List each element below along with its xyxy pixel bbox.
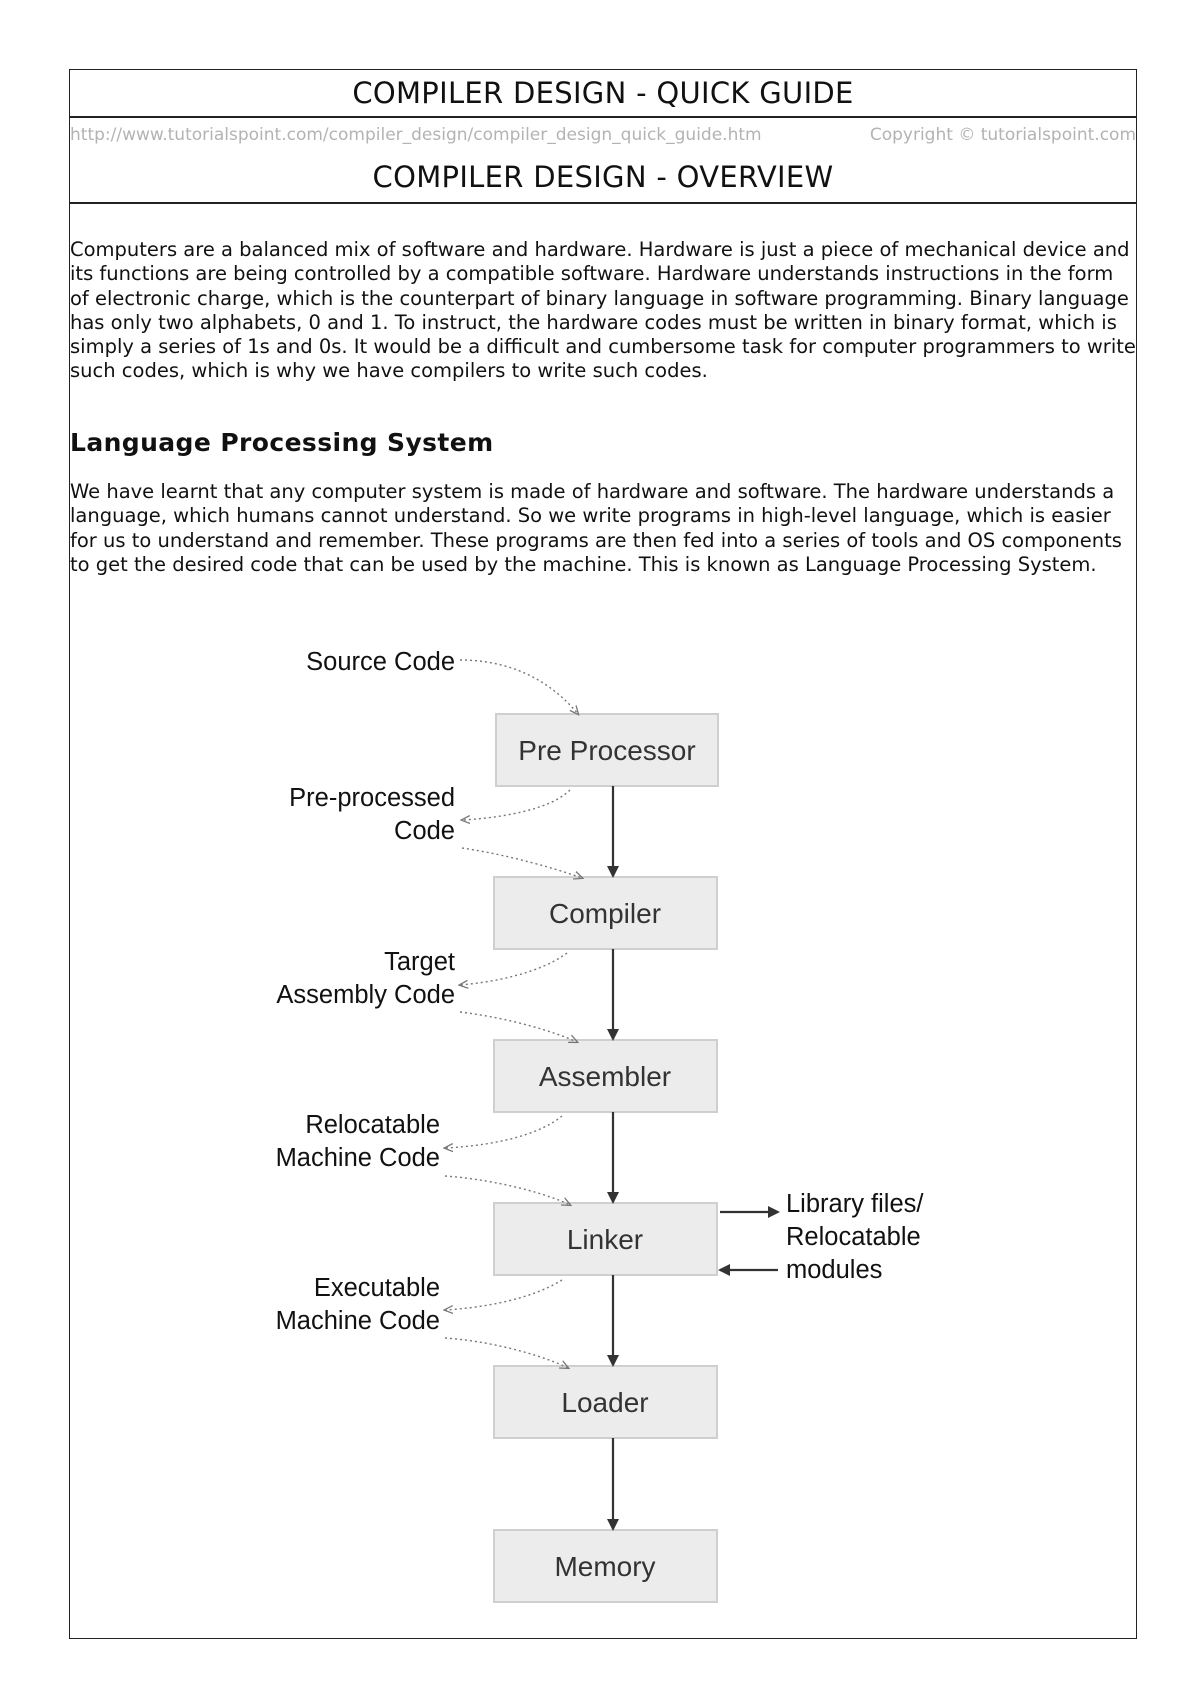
source-code-label: Source Code	[306, 648, 455, 676]
relocatable-label-line1: Relocatable	[305, 1111, 440, 1139]
relocatable-label-line2: Machine Code	[275, 1144, 440, 1172]
stage-label: Assembler	[538, 1061, 672, 1092]
stage-label: Linker	[566, 1224, 644, 1255]
dotted-arrow	[445, 1280, 562, 1310]
intro-paragraph: Computers are a balanced mix of software and hardware. Hardware is just a piece of mechanical device and its functions are being controlled by a compatible software. Hardware understands instructions in the form of electronic charge, which is the counterpart of binary language in software programming. Binary language has only two alphabets, 0 and 1. To instruct, the hardware codes must be written in binary format, which is simply a series of 1s and 0s. It would be a difficult and cumbersome task for computer programmers to write such codes, which is why we have compilers to write such codes.	[70, 238, 1136, 383]
stage-label: Pre Processor	[518, 735, 696, 766]
stage-pre-processor	[496, 714, 718, 786]
page-title: COMPILER DESIGN - QUICK GUIDE	[70, 70, 1136, 118]
library-label-line3: modules	[786, 1256, 883, 1284]
lps-paragraph: We have learnt that any computer system is made of hardware and software. The hardware understands a language, which humans cannot understand. So we write programs in high-level language, which is easier for us to understand and remember. These programs are then fed into a series of tools and OS components to get the desired code that can be used by the machine. This is known as Language Processing System.	[70, 480, 1122, 576]
dotted-arrow	[460, 953, 567, 985]
dotted-arrow	[445, 1176, 570, 1205]
dotted-arrow	[462, 848, 582, 878]
preprocessed-label-line1: Pre-processed	[289, 784, 455, 812]
executable-label-line1: Executable	[313, 1274, 440, 1302]
page-frame	[69, 69, 1137, 1639]
stage-compiler	[494, 877, 717, 949]
dotted-arrow	[445, 1116, 562, 1148]
dotted-arrow	[462, 790, 570, 820]
stage-loader	[494, 1366, 717, 1438]
target-label-line2: Assembly Code	[276, 981, 455, 1009]
language-processing-diagram	[70, 70, 1138, 1640]
executable-label-line2: Machine Code	[275, 1307, 440, 1335]
section-title: COMPILER DESIGN - OVERVIEW	[70, 152, 1136, 204]
dotted-arrow	[445, 1338, 568, 1368]
stage-memory	[494, 1530, 717, 1602]
copyright-notice: Copyright © tutorialspoint.com	[869, 125, 1136, 145]
dotted-arrow	[460, 660, 578, 714]
target-label-line1: Target	[384, 948, 455, 976]
stage-linker	[494, 1203, 717, 1275]
source-url[interactable]: http://www.tutorialspoint.com/compiler_design/compiler_design_quick_guide.htm	[70, 125, 762, 145]
preprocessed-label-line2: Code	[394, 817, 455, 845]
stage-label: Loader	[561, 1387, 649, 1418]
library-label-line1: Library files/	[786, 1190, 924, 1218]
stage-label: Compiler	[548, 898, 662, 929]
lps-heading: Language Processing System	[70, 428, 494, 457]
dotted-arrow	[460, 1012, 577, 1042]
stage-label: Memory	[554, 1551, 656, 1582]
stage-assembler	[494, 1040, 717, 1112]
library-label-line2: Relocatable	[786, 1223, 921, 1251]
